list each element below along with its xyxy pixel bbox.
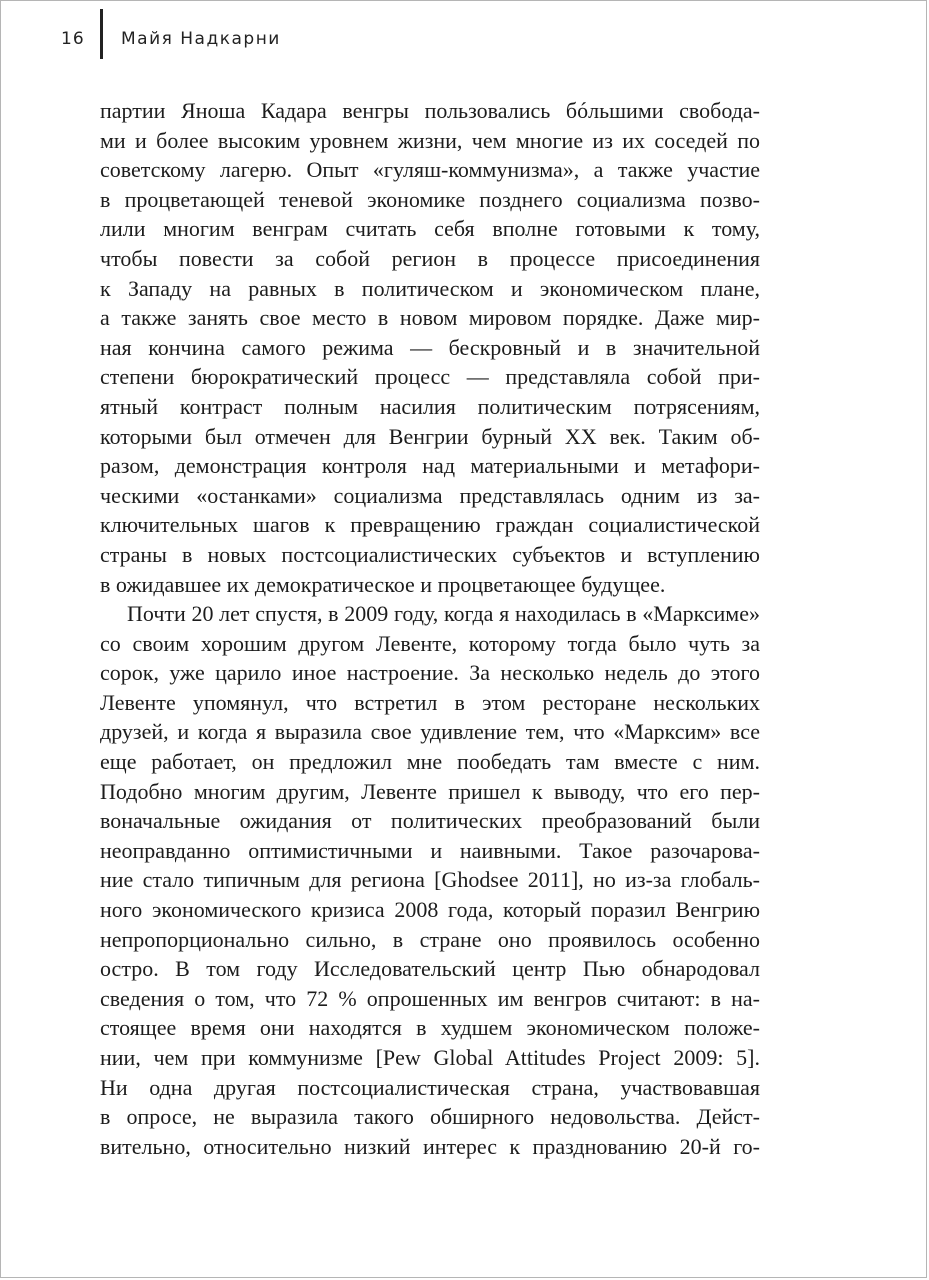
text-line: в опросе, не выразила такого обширного недовольства. Дейст- [100,1104,760,1130]
body-text [100,96,760,1161]
text-line: остро. В том году Исследовательский центр Пью обнародовал [100,956,760,982]
text-line: а также занять свое место в новом мировом порядке. Даже мир- [100,305,760,331]
text-line: Ни одна другая постсоциалистическая страна, участвовавшая [100,1074,760,1100]
text-line: ние стало типичным для региона [Ghodsee 2011], но из-за глобаль- [100,867,760,893]
text-line: Почти 20 лет спустя, в 2009 году, когда я находилась в «Марксиме» [127,601,760,627]
text-line: неоправданно оптимистичными и наивными. Такое разочарова- [100,837,760,863]
text-line: непропорционально сильно, в стране оно проявилось особенно [100,926,760,952]
text-line: еще работает, он предложил мне пообедать там вместе с ним. [100,749,760,775]
text-line: страны в новых постсоциалистических субъектов и вступлению [100,541,760,567]
text-line: в процветающей теневой экономике позднего социализма позво- [100,186,760,212]
text-line: которыми был отмечен для Венгрии бурный XX век. Таким об- [100,423,760,449]
text-line: степени бюрократический процесс — представляла собой при- [100,364,760,390]
text-line: разом, демонстрация контроля над материальными и метафори- [100,453,760,479]
text-line: партии Яноша Кадара венгры пользовались бóльшими свобода- [100,98,760,123]
text-line: нии, чем при коммунизме [Pew Global Attitudes Project 2009: 5]. [100,1045,760,1070]
text-line: воначальные ожидания от политических преобразований были [100,808,760,834]
text-line: стоящее время они находятся в худшем экономическом положе- [100,1015,760,1041]
page-number: 16 [61,29,85,49]
header-divider [100,9,103,59]
text-line: ческими «останками» социализма представлялась одним из за- [100,482,760,508]
text-line: друзей, и когда я выразила свое удивление тем, что «Марксим» все [100,719,760,745]
text-line: ми и более высоким уровнем жизни, чем многие из их соседей по [100,127,760,153]
text-line: советскому лагерю. Опыт «гуляш-коммунизма», а также участие [100,157,760,183]
text-line: ная кончина самого режима — бескровный и в значительной [100,334,760,360]
text-line: Левенте упомянул, что встретил в этом ресторане нескольких [100,689,760,715]
text-line: ключительных шагов к превращению граждан социалистической [100,512,760,538]
text-line: со своим хорошим другом Левенте, которому тогда было чуть за [100,630,760,656]
text-line: сорок, уже царило иное настроение. За несколько недель до этого [100,660,760,686]
text-line: к Западу на равных в политическом и экономическом плане, [100,275,760,301]
text-line: чтобы повести за собой регион в процессе присоединения [100,245,760,271]
text-line: Подобно многим другим, Левенте пришел к выводу, что его пер- [100,778,760,804]
paragraph [100,96,760,599]
page-header [1,1,927,65]
text-line: ятный контраст полным насилия политическим потрясениям, [100,393,760,419]
text-line: сведения о том, что 72 % опрошенных им венгров считают: в на- [100,985,760,1011]
text-line: вительно, относительно низкий интерес к празднованию 20-й го- [100,1133,760,1159]
text-line: ного экономического кризиса 2008 года, который поразил Венгрию [100,897,760,923]
text-line: в ожидавшее их демократическое и процветающее будущее. [100,571,666,597]
paragraph [100,599,760,1161]
running-head-author: Майя Надкарни [121,29,281,49]
text-line: лили многим венграм считать себя вполне готовыми к тому, [100,216,760,242]
